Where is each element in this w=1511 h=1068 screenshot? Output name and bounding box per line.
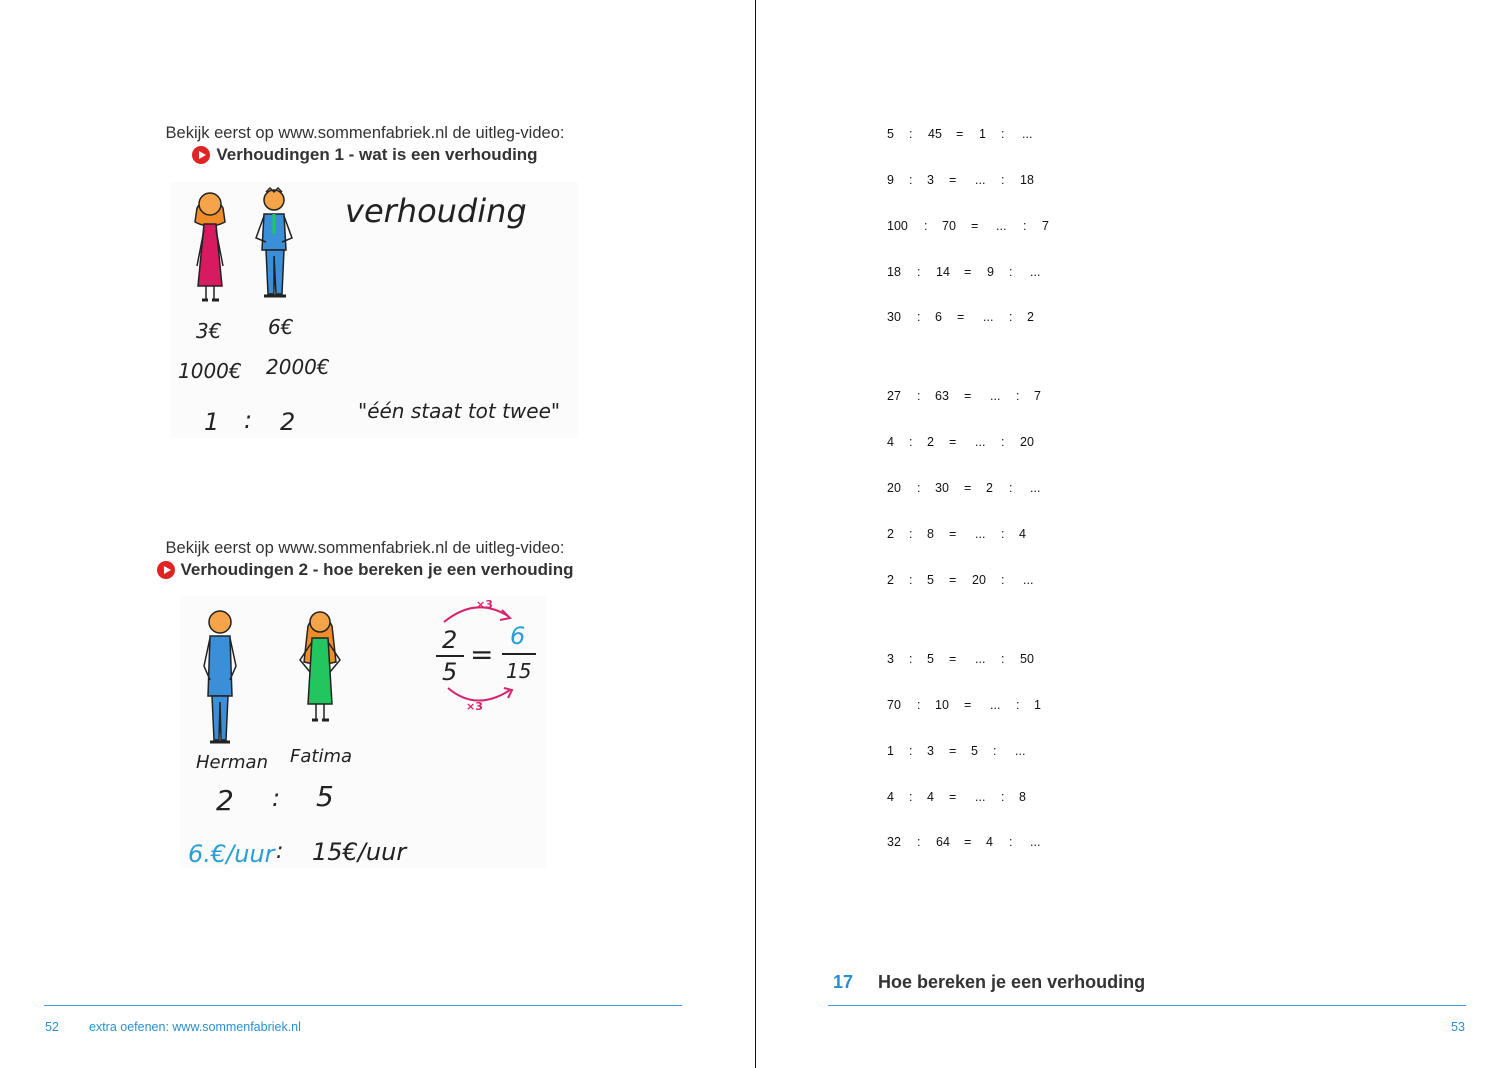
illustration-what-is-ratio bbox=[170, 182, 590, 442]
wage-colon: : bbox=[276, 839, 284, 864]
ex-b: 2 bbox=[927, 435, 934, 449]
ex-equals: = bbox=[964, 265, 972, 279]
ratio-left: 1 bbox=[204, 408, 220, 436]
ex-colon: : bbox=[909, 652, 913, 666]
play-icon[interactable] bbox=[192, 146, 210, 164]
fraction-left-numerator: 2 bbox=[442, 626, 458, 654]
ex-b: 70 bbox=[942, 219, 956, 233]
ex-c[interactable]: 9 bbox=[987, 265, 994, 279]
ex-b: 63 bbox=[935, 389, 949, 403]
ex-colon: : bbox=[1001, 127, 1005, 141]
ratio-right: 2 bbox=[280, 408, 296, 436]
ex-d[interactable]: ... bbox=[1015, 744, 1026, 758]
ex-d[interactable]: ... bbox=[1030, 265, 1041, 279]
ex-colon: : bbox=[917, 698, 921, 712]
ex-d[interactable]: 7 bbox=[1034, 389, 1041, 403]
ex-d[interactable]: 50 bbox=[1020, 652, 1034, 666]
ex-colon: : bbox=[1001, 435, 1005, 449]
ex-equals: = bbox=[949, 573, 957, 587]
chapter-title: Hoe bereken je een verhouding bbox=[878, 972, 1146, 992]
ratio-right: 5 bbox=[316, 780, 334, 813]
fraction-equals: = bbox=[470, 638, 494, 671]
ex-colon: : bbox=[924, 219, 928, 233]
page-number-right: 53 bbox=[1451, 1020, 1465, 1034]
ex-colon: : bbox=[1009, 835, 1013, 849]
ex-colon: : bbox=[1001, 652, 1005, 666]
ex-a: 100 bbox=[887, 219, 908, 233]
video-block-2 bbox=[0, 539, 730, 580]
fraction-right-numerator: 6 bbox=[510, 622, 526, 650]
ex-b: 14 bbox=[936, 265, 950, 279]
ex-colon: : bbox=[1016, 698, 1020, 712]
ex-colon: : bbox=[1009, 481, 1013, 495]
footer-rule-left bbox=[44, 1005, 682, 1006]
ex-equals: = bbox=[971, 219, 979, 233]
ex-d[interactable]: 4 bbox=[1019, 527, 1026, 541]
ex-colon: : bbox=[909, 173, 913, 187]
ex-colon: : bbox=[993, 744, 997, 758]
ex-b: 8 bbox=[927, 527, 934, 541]
ex-b: 5 bbox=[927, 652, 934, 666]
ex-a: 2 bbox=[887, 527, 894, 541]
ex-a: 4 bbox=[887, 435, 894, 449]
multiplier-bottom: ×3 bbox=[466, 700, 483, 713]
ex-d[interactable]: 2 bbox=[1027, 310, 1034, 324]
ex-a: 32 bbox=[887, 835, 901, 849]
ex-b: 6 bbox=[935, 310, 942, 324]
ex-equals: = bbox=[949, 790, 957, 804]
ex-c[interactable]: 20 bbox=[972, 573, 986, 587]
ex-b: 30 bbox=[935, 481, 949, 495]
illustration-calculate-ratio bbox=[180, 596, 550, 871]
ex-colon: : bbox=[917, 835, 921, 849]
ex-a: 27 bbox=[887, 389, 901, 403]
ex-a: 2 bbox=[887, 573, 894, 587]
footer-rule-right bbox=[828, 1005, 1466, 1006]
amount-woman-2: 1000€ bbox=[178, 359, 242, 383]
ex-d[interactable]: 20 bbox=[1020, 435, 1034, 449]
page-number-left: 52 bbox=[45, 1020, 59, 1034]
ratio-colon: : bbox=[244, 406, 253, 434]
ex-equals: = bbox=[949, 652, 957, 666]
ex-b: 4 bbox=[927, 790, 934, 804]
ex-colon: : bbox=[1016, 389, 1020, 403]
video-link-2[interactable] bbox=[0, 560, 730, 580]
ex-c[interactable]: ... bbox=[975, 173, 986, 187]
ex-colon: : bbox=[1001, 573, 1005, 587]
ex-equals: = bbox=[949, 173, 957, 187]
ex-equals: = bbox=[949, 527, 957, 541]
ex-a: 5 bbox=[887, 127, 894, 141]
ex-c[interactable]: ... bbox=[983, 310, 994, 324]
ex-c[interactable]: ... bbox=[990, 389, 1001, 403]
book-spine bbox=[755, 0, 756, 1068]
video-block-1 bbox=[0, 124, 730, 165]
ex-c[interactable]: ... bbox=[975, 790, 986, 804]
ex-c[interactable]: 5 bbox=[971, 744, 978, 758]
fraction-right-denominator: 15 bbox=[506, 659, 532, 683]
ex-d[interactable]: ... bbox=[1023, 573, 1034, 587]
ex-a: 20 bbox=[887, 481, 901, 495]
ex-b: 45 bbox=[928, 127, 942, 141]
fraction-left-denominator: 5 bbox=[442, 658, 458, 686]
ex-d[interactable]: 8 bbox=[1019, 790, 1026, 804]
ex-a: 30 bbox=[887, 310, 901, 324]
ex-equals: = bbox=[949, 435, 957, 449]
video-title-2[interactable]: Verhoudingen 2 - hoe bereken je een verhouding bbox=[180, 560, 574, 579]
ex-c[interactable]: 2 bbox=[986, 481, 993, 495]
ex-d[interactable]: 18 bbox=[1020, 173, 1034, 187]
name-fatima: Fatima bbox=[290, 746, 353, 767]
ex-colon: : bbox=[1001, 173, 1005, 187]
ex-equals: = bbox=[964, 835, 972, 849]
video-title-1[interactable]: Verhoudingen 1 - wat is een verhouding bbox=[216, 145, 538, 164]
left-page bbox=[0, 0, 755, 1068]
ex-a: 18 bbox=[887, 265, 901, 279]
ex-d[interactable]: 7 bbox=[1042, 219, 1049, 233]
ratio-colon: : bbox=[272, 784, 281, 812]
ex-equals: = bbox=[964, 389, 972, 403]
ex-colon: : bbox=[909, 527, 913, 541]
wage-fatima: 15€/uur bbox=[312, 838, 407, 866]
ex-d[interactable]: ... bbox=[1022, 127, 1033, 141]
ex-a: 9 bbox=[887, 173, 894, 187]
ex-c[interactable]: 1 bbox=[979, 127, 986, 141]
ex-colon: : bbox=[917, 265, 921, 279]
ex-colon: : bbox=[1009, 265, 1013, 279]
phrase-een-staat-tot-twee: "één staat tot twee" bbox=[358, 399, 561, 423]
ex-a: 3 bbox=[887, 652, 894, 666]
word-verhouding: verhouding bbox=[345, 192, 527, 230]
ex-equals: = bbox=[964, 481, 972, 495]
amount-man-1: 6€ bbox=[268, 315, 294, 339]
ex-colon: : bbox=[917, 310, 921, 324]
ex-b: 3 bbox=[927, 744, 934, 758]
wage-herman: 6.€/uur bbox=[188, 840, 275, 868]
ex-colon: : bbox=[1001, 790, 1005, 804]
multiplier-top: ×3 bbox=[476, 598, 493, 611]
ex-b: 10 bbox=[935, 698, 949, 712]
ex-d[interactable]: 1 bbox=[1034, 698, 1041, 712]
ex-colon: : bbox=[909, 435, 913, 449]
ex-colon: : bbox=[909, 744, 913, 758]
ex-b: 5 bbox=[927, 573, 934, 587]
footer-link[interactable]: extra oefenen: www.sommenfabriek.nl bbox=[89, 1020, 301, 1034]
ex-colon: : bbox=[917, 389, 921, 403]
ex-equals: = bbox=[964, 698, 972, 712]
play-icon[interactable] bbox=[157, 561, 175, 579]
ex-colon: : bbox=[1001, 527, 1005, 541]
name-herman: Herman bbox=[196, 752, 268, 773]
ex-equals: = bbox=[949, 744, 957, 758]
ex-b: 3 bbox=[927, 173, 934, 187]
ex-c[interactable]: ... bbox=[975, 652, 986, 666]
ex-c[interactable]: ... bbox=[996, 219, 1007, 233]
ex-a: 70 bbox=[887, 698, 901, 712]
ex-c[interactable]: ... bbox=[975, 527, 986, 541]
video-intro-1: Bekijk eerst op www.sommenfabriek.nl de uitleg-video: bbox=[165, 124, 565, 142]
ex-c[interactable]: 4 bbox=[986, 835, 993, 849]
ex-d[interactable]: ... bbox=[1030, 835, 1041, 849]
ex-a: 1 bbox=[887, 744, 894, 758]
ex-colon: : bbox=[909, 127, 913, 141]
ex-equals: = bbox=[956, 127, 964, 141]
ex-c[interactable]: ... bbox=[975, 435, 986, 449]
ex-c[interactable]: ... bbox=[990, 698, 1001, 712]
ex-b: 64 bbox=[936, 835, 950, 849]
ex-colon: : bbox=[909, 790, 913, 804]
ex-colon: : bbox=[917, 481, 921, 495]
chapter-number: 17 bbox=[833, 972, 854, 992]
ex-colon: : bbox=[1009, 310, 1013, 324]
ex-a: 4 bbox=[887, 790, 894, 804]
ex-d[interactable]: ... bbox=[1030, 481, 1041, 495]
amount-man-2: 2000€ bbox=[266, 355, 330, 379]
video-link-1[interactable] bbox=[0, 145, 730, 165]
ex-equals: = bbox=[957, 310, 965, 324]
amount-woman-1: 3€ bbox=[196, 319, 222, 343]
ex-colon: : bbox=[909, 573, 913, 587]
illustration-background bbox=[180, 596, 546, 868]
video-intro-2: Bekijk eerst op www.sommenfabriek.nl de uitleg-video: bbox=[165, 539, 565, 557]
ratio-left: 2 bbox=[216, 784, 234, 817]
ex-colon: : bbox=[1023, 219, 1027, 233]
